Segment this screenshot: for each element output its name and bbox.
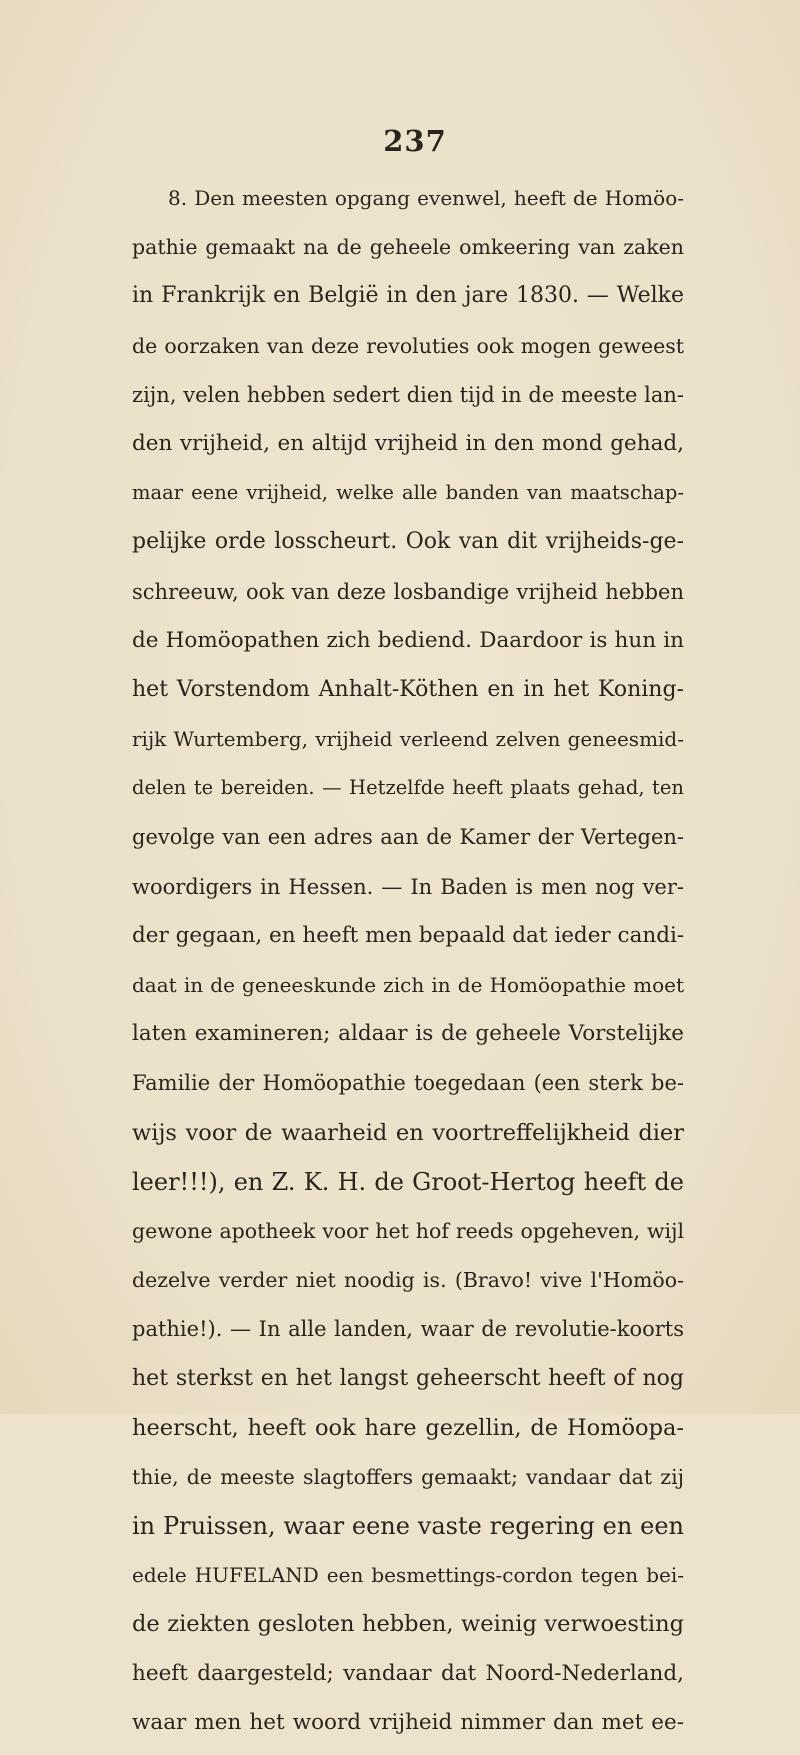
text-line: leer!!!), en Z. K. H. de Groot-Hertog heeft de (132, 1167, 684, 1196)
text-line: pathie gemaakt na de geheele omkeering van zaken (132, 235, 684, 260)
body-paragraph (132, 181, 684, 1755)
text-line: de oorzaken van deze revoluties ook mogen geweest (132, 333, 684, 358)
text-line: delen te bereiden. — Hetzelfde heeft plaats gehad, ten (132, 776, 684, 800)
text-line: zijn, velen hebben sedert dien tijd in de meeste lan- (132, 382, 684, 407)
text-line: in Pruissen, waar eene vaste regering en een (132, 1512, 684, 1541)
text-line: maar eene vrijheid, welke alle banden van maatschap- (132, 481, 684, 505)
page-number: 237 (383, 124, 447, 158)
text-line: rijk Wurtemberg, vrijheid verleend zelven geneesmid- (132, 727, 684, 752)
text-line: pathie!). — In alle landen, waar de revolutie-koorts (132, 1317, 684, 1342)
text-line: der gegaan, en heeft men bepaald dat ieder candi- (132, 922, 685, 948)
text-line: thie, de meeste slagtoffers gemaakt; vandaar dat zij (132, 1464, 684, 1489)
text-line: de ziekten gesloten hebben, weinig verwoesting (132, 1611, 684, 1638)
text-line: heerscht, heeft ook hare gezellin, de Homöopa- (132, 1414, 684, 1441)
text-line: pelijke orde losscheurt. Ook van dit vrijheids-ge- (132, 529, 684, 555)
text-line: 8. Den meesten opgang evenwel, heeft de Homöo- (168, 186, 684, 210)
text-line: gevolge van een adres aan de Kamer der Vertegen- (132, 825, 684, 850)
text-line: edele HUFELAND een besmettings-cordon tegen bei- (132, 1563, 684, 1588)
text-line: Familie der Homöopathie toegedaan (een sterk be- (132, 1071, 684, 1096)
text-line: gewone apotheek voor het hof reeds opgeheven, wijl (132, 1218, 684, 1243)
text-line: woordigers in Hessen. — In Baden is men nog ver- (132, 874, 684, 899)
text-line: daat in de geneeskunde zich in de Homöopathie moet (132, 973, 684, 997)
text-line: het sterkst en het langst geheerscht heeft of nog (132, 1365, 684, 1391)
text-line: de Homöopathen zich bediend. Daardoor is hun in (132, 627, 684, 653)
text-line: waar men het woord vrijheid nimmer dan met ee- (132, 1709, 684, 1735)
text-line: het Vorstendom Anhalt-Köthen en in het Koning- (132, 676, 684, 702)
text-line: heeft daargesteld; vandaar dat Noord-Nederland, (132, 1660, 684, 1686)
text-line: wijs voor de waarheid en voortreffelijkheid dier (132, 1119, 684, 1146)
text-line: schreeuw, ook van deze losbandige vrijheid hebben (132, 579, 684, 604)
text-line: dezelve verder niet noodig is. (Bravo! vive l'Homöo- (132, 1268, 684, 1293)
text-line: laten examineren; aldaar is de geheele Vorstelijke (132, 1021, 684, 1047)
text-line: den vrijheid, en altijd vrijheid in den mond gehad, (132, 430, 684, 456)
text-line: in Frankrijk en België in den jare 1830. — Welke (132, 283, 684, 309)
